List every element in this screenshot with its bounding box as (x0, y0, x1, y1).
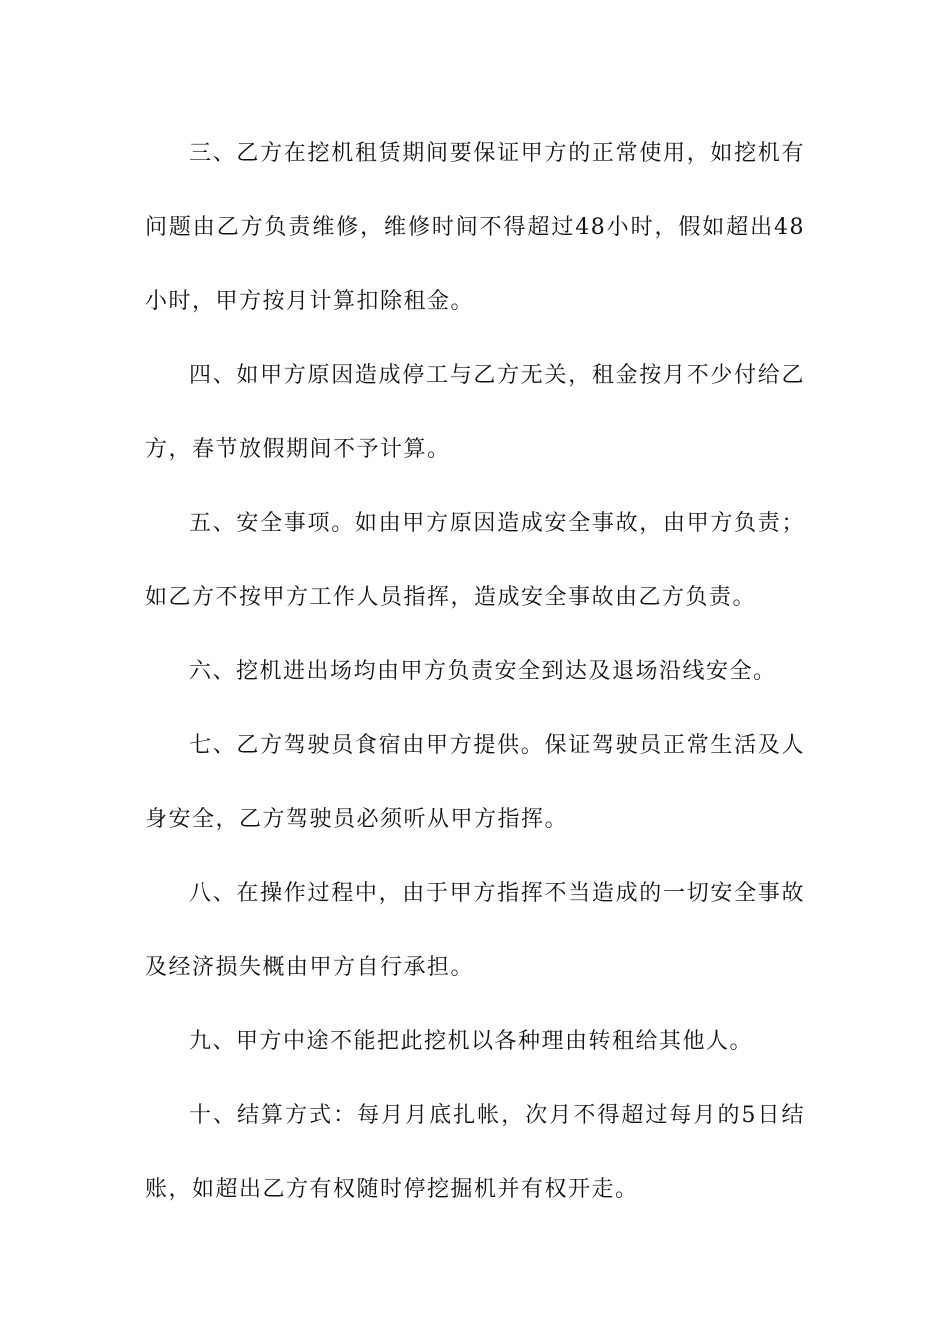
paragraph-7: 七、乙方驾驶员食宿由甲方提供。保证驾驶员正常生活及人身安全，乙方驾驶员必须听从甲方指挥。 (145, 733, 805, 832)
paragraph-9: 九、甲方中途不能把此挖机以各种理由转租给其他人。 (189, 1029, 754, 1054)
document-body (145, 117, 805, 1227)
paragraph-5: 五、安全事项。如由甲方原因造成安全事故，由甲方负责；如乙方不按甲方工作人员指挥，造成安全事故由乙方负责。 (145, 511, 805, 610)
paragraph-8: 八、在操作过程中，由于甲方指挥不当造成的一切安全事故及经济损失概由甲方自行承担。 (145, 881, 805, 980)
paragraph-10: 十、结算方式：每月月底扎帐，次月不得超过每月的5日结账，如超出乙方有权随时停挖掘机并有权开走。 (145, 1103, 805, 1202)
paragraph-4: 四、如甲方原因造成停工与乙方无关，租金按月不少付给乙方，春节放假期间不予计算。 (145, 363, 805, 462)
paragraph-6: 六、挖机进出场均由甲方负责安全到达及退场沿线安全。 (189, 659, 777, 684)
paragraph-3: 三、乙方在挖机租赁期间要保证甲方的正常使用，如挖机有问题由乙方负责维修，维修时间不得超过48小时，假如超出48小时，甲方按月计算扣除租金。 (145, 141, 805, 314)
